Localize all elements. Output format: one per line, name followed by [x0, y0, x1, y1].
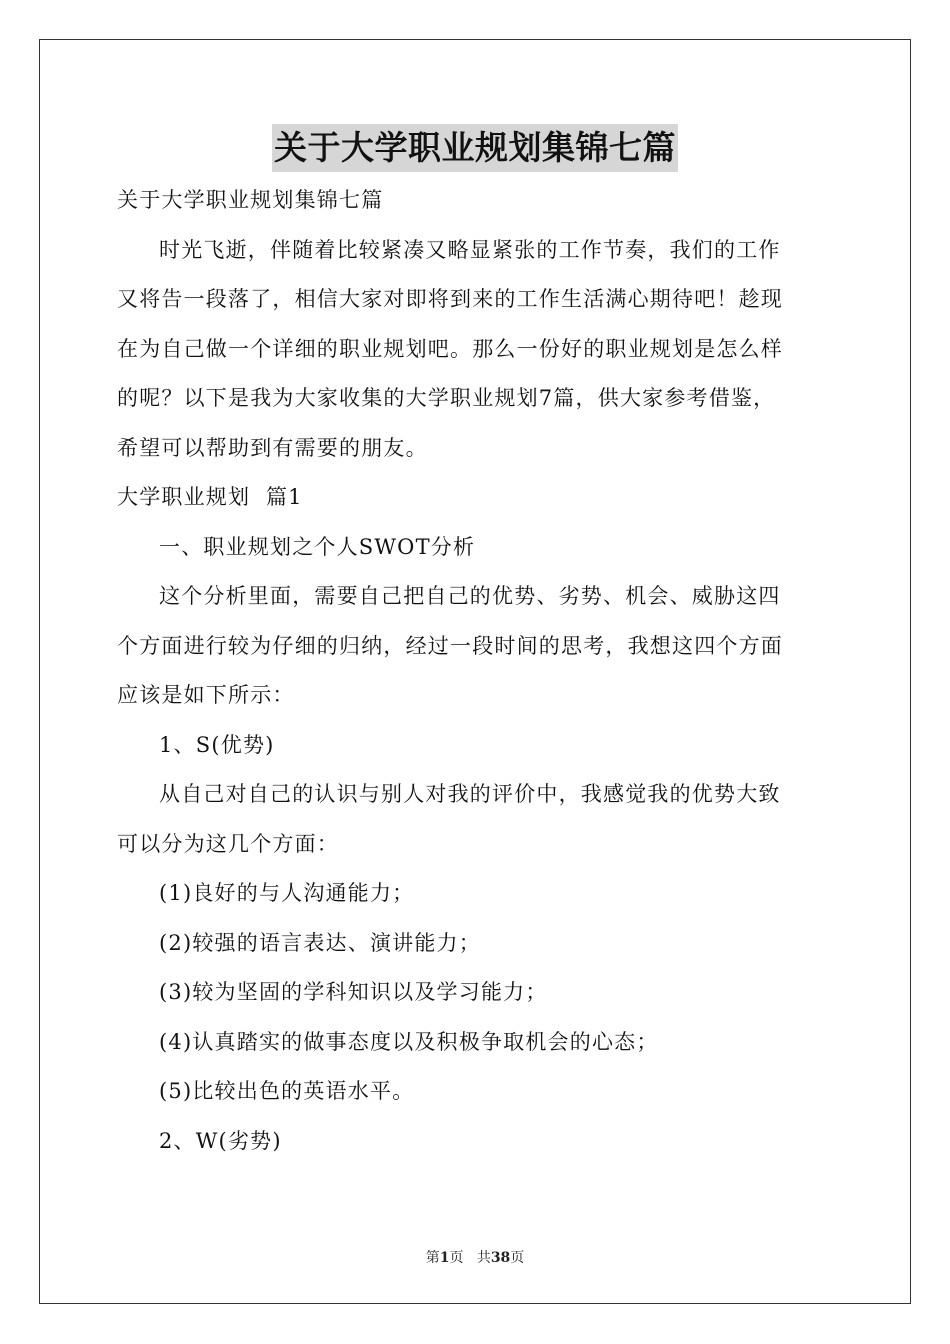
intro-line-4: 的呢？以下是我为大家收集的大学职业规划7篇，供大家参考借鉴， [117, 386, 776, 410]
strength-item-3: (3)较为坚固的学科知识以及学习能力； [159, 980, 548, 1004]
footer-total-prefix: 共 [476, 1250, 491, 1266]
analysis-line-1: 这个分析里面，需要自己把自己的优势、劣势、机会、威胁这四 [159, 584, 781, 608]
section-heading: 大学职业规划 篇1 [117, 485, 303, 509]
analysis-line-3: 应该是如下所示： [117, 683, 295, 707]
footer-total-pages: 38 [490, 1250, 511, 1266]
document-body [117, 176, 835, 1166]
w-heading: 2、W(劣势) [159, 1128, 282, 1153]
intro-line-1: 时光飞逝，伴随着比较紧凑又略显紧张的工作节奏，我们的工作 [159, 237, 781, 262]
s-intro-line-1: 从自己对自己的认识与别人对我的评价中，我感觉我的优势大致 [159, 782, 781, 806]
footer-page-number: 1 [439, 1250, 450, 1266]
intro-line-5: 希望可以帮助到有需要的朋友。 [117, 435, 428, 460]
strength-item-1: (1)良好的与人沟通能力； [159, 881, 415, 905]
strength-item-2: (2)较强的语言表达、演讲能力； [159, 930, 481, 955]
footer-page-suffix: 页 [449, 1250, 464, 1266]
sub-heading: 一、职业规划之个人SWOT分析 [159, 534, 476, 559]
strength-item-4: (4)认真踏实的做事态度以及积极争取机会的心态； [159, 1029, 659, 1054]
footer-page-prefix: 第 [425, 1250, 440, 1266]
s-intro-line-2: 可以分为这几个方面： [117, 831, 339, 856]
s-heading: 1、S(优势) [159, 732, 275, 757]
intro-line-3: 在为自己做一个详细的职业规划吧。那么一份好的职业规划是怎么样 [117, 336, 783, 361]
intro-line-2: 又将告一段落了，相信大家对即将到来的工作生活满心期待吧！趁现 [117, 287, 783, 311]
page-footer [0, 1247, 950, 1267]
document-subtitle: 关于大学职业规划集锦七篇 [117, 188, 384, 212]
footer-total-suffix: 页 [510, 1250, 525, 1266]
strength-item-5: (5)比较出色的英语水平。 [159, 1079, 415, 1103]
analysis-line-2: 个方面进行较为仔细的归纳，经过一段时间的思考，我想这四个方面 [117, 633, 783, 658]
title-wrap [0, 124, 950, 172]
document-title: 关于大学职业规划集锦七篇 [272, 124, 678, 172]
